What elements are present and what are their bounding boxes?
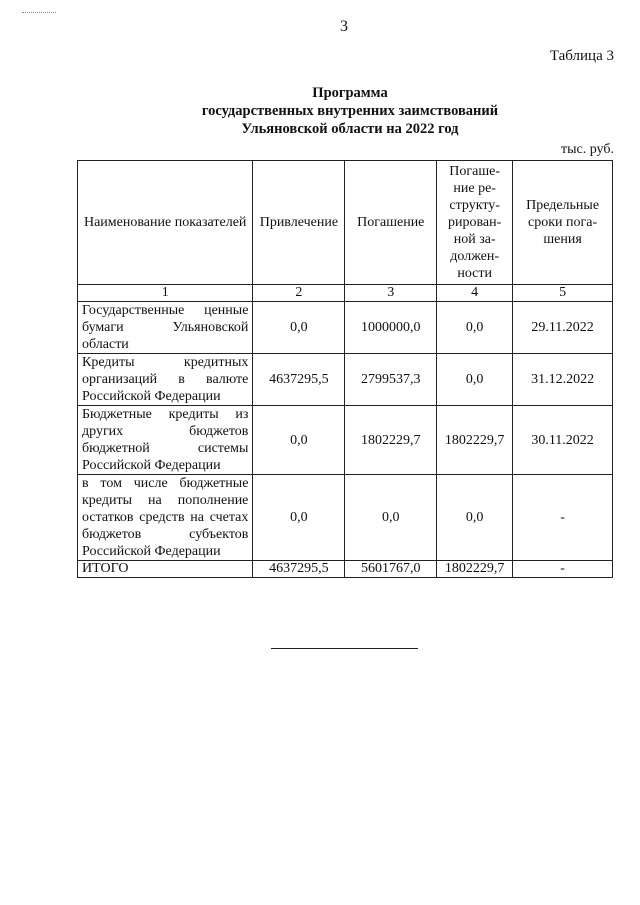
header-deadline: Предельные сроки пога-шения — [513, 161, 613, 285]
table-row — [78, 354, 613, 406]
total-deadline: - — [513, 561, 613, 578]
borrowing-table — [77, 160, 613, 578]
page-number: 3 — [340, 18, 348, 35]
row-restructured: 0,0 — [437, 354, 513, 406]
column-number-row — [78, 285, 613, 302]
header-name: Наименование показателей — [78, 161, 253, 285]
row-attract: 0,0 — [253, 406, 345, 475]
table-label: Таблица 3 — [549, 48, 614, 64]
row-deadline: - — [513, 475, 613, 561]
row-name: Государственные ценные бумаги Ульяновской области — [78, 302, 253, 354]
row-repay: 0,0 — [345, 475, 437, 561]
units-label: тыс. руб. — [561, 142, 614, 157]
column-number: 5 — [513, 285, 613, 302]
table-row — [78, 475, 613, 561]
row-restructured: 0,0 — [437, 475, 513, 561]
title-line-2: государственных внутренних заимствований — [201, 103, 499, 119]
total-repay: 5601767,0 — [345, 561, 437, 578]
header-attract: Привлечение — [253, 161, 345, 285]
total-row — [78, 561, 613, 578]
separator-line — [271, 648, 418, 649]
header-repay: Погашение — [345, 161, 437, 285]
total-restructured: 1802229,7 — [437, 561, 513, 578]
row-repay: 1000000,0 — [345, 302, 437, 354]
column-number: 4 — [437, 285, 513, 302]
row-repay: 2799537,3 — [345, 354, 437, 406]
column-number: 2 — [253, 285, 345, 302]
row-deadline: 29.11.2022 — [513, 302, 613, 354]
scan-mark — [22, 12, 56, 13]
row-name: в том числе бюджетные кредиты на пополнение остатков средств на счетах бюджетов субъектов Российской Федерации — [78, 475, 253, 561]
row-attract: 0,0 — [253, 475, 345, 561]
row-deadline: 31.12.2022 — [513, 354, 613, 406]
column-number: 3 — [345, 285, 437, 302]
column-number: 1 — [78, 285, 253, 302]
table-row — [78, 302, 613, 354]
row-attract: 0,0 — [253, 302, 345, 354]
header-row — [78, 161, 613, 285]
total-attract: 4637295,5 — [253, 561, 345, 578]
table-row — [78, 406, 613, 475]
row-deadline: 30.11.2022 — [513, 406, 613, 475]
row-repay: 1802229,7 — [345, 406, 437, 475]
document-title — [170, 84, 530, 138]
title-line-1: Программа — [312, 85, 388, 101]
title-line-3: Ульяновской области на 2022 год — [241, 121, 459, 137]
row-restructured: 0,0 — [437, 302, 513, 354]
total-name: ИТОГО — [78, 561, 253, 578]
row-name: Кредиты кредитных организаций в валюте Российской Федерации — [78, 354, 253, 406]
row-attract: 4637295,5 — [253, 354, 345, 406]
row-name: Бюджетные кредиты из других бюджетов бюджетной системы Российской Федерации — [78, 406, 253, 475]
row-restructured: 1802229,7 — [437, 406, 513, 475]
header-restructured: Погаше-ние ре-структу-рирован-ной за-должен-ности — [437, 161, 513, 285]
